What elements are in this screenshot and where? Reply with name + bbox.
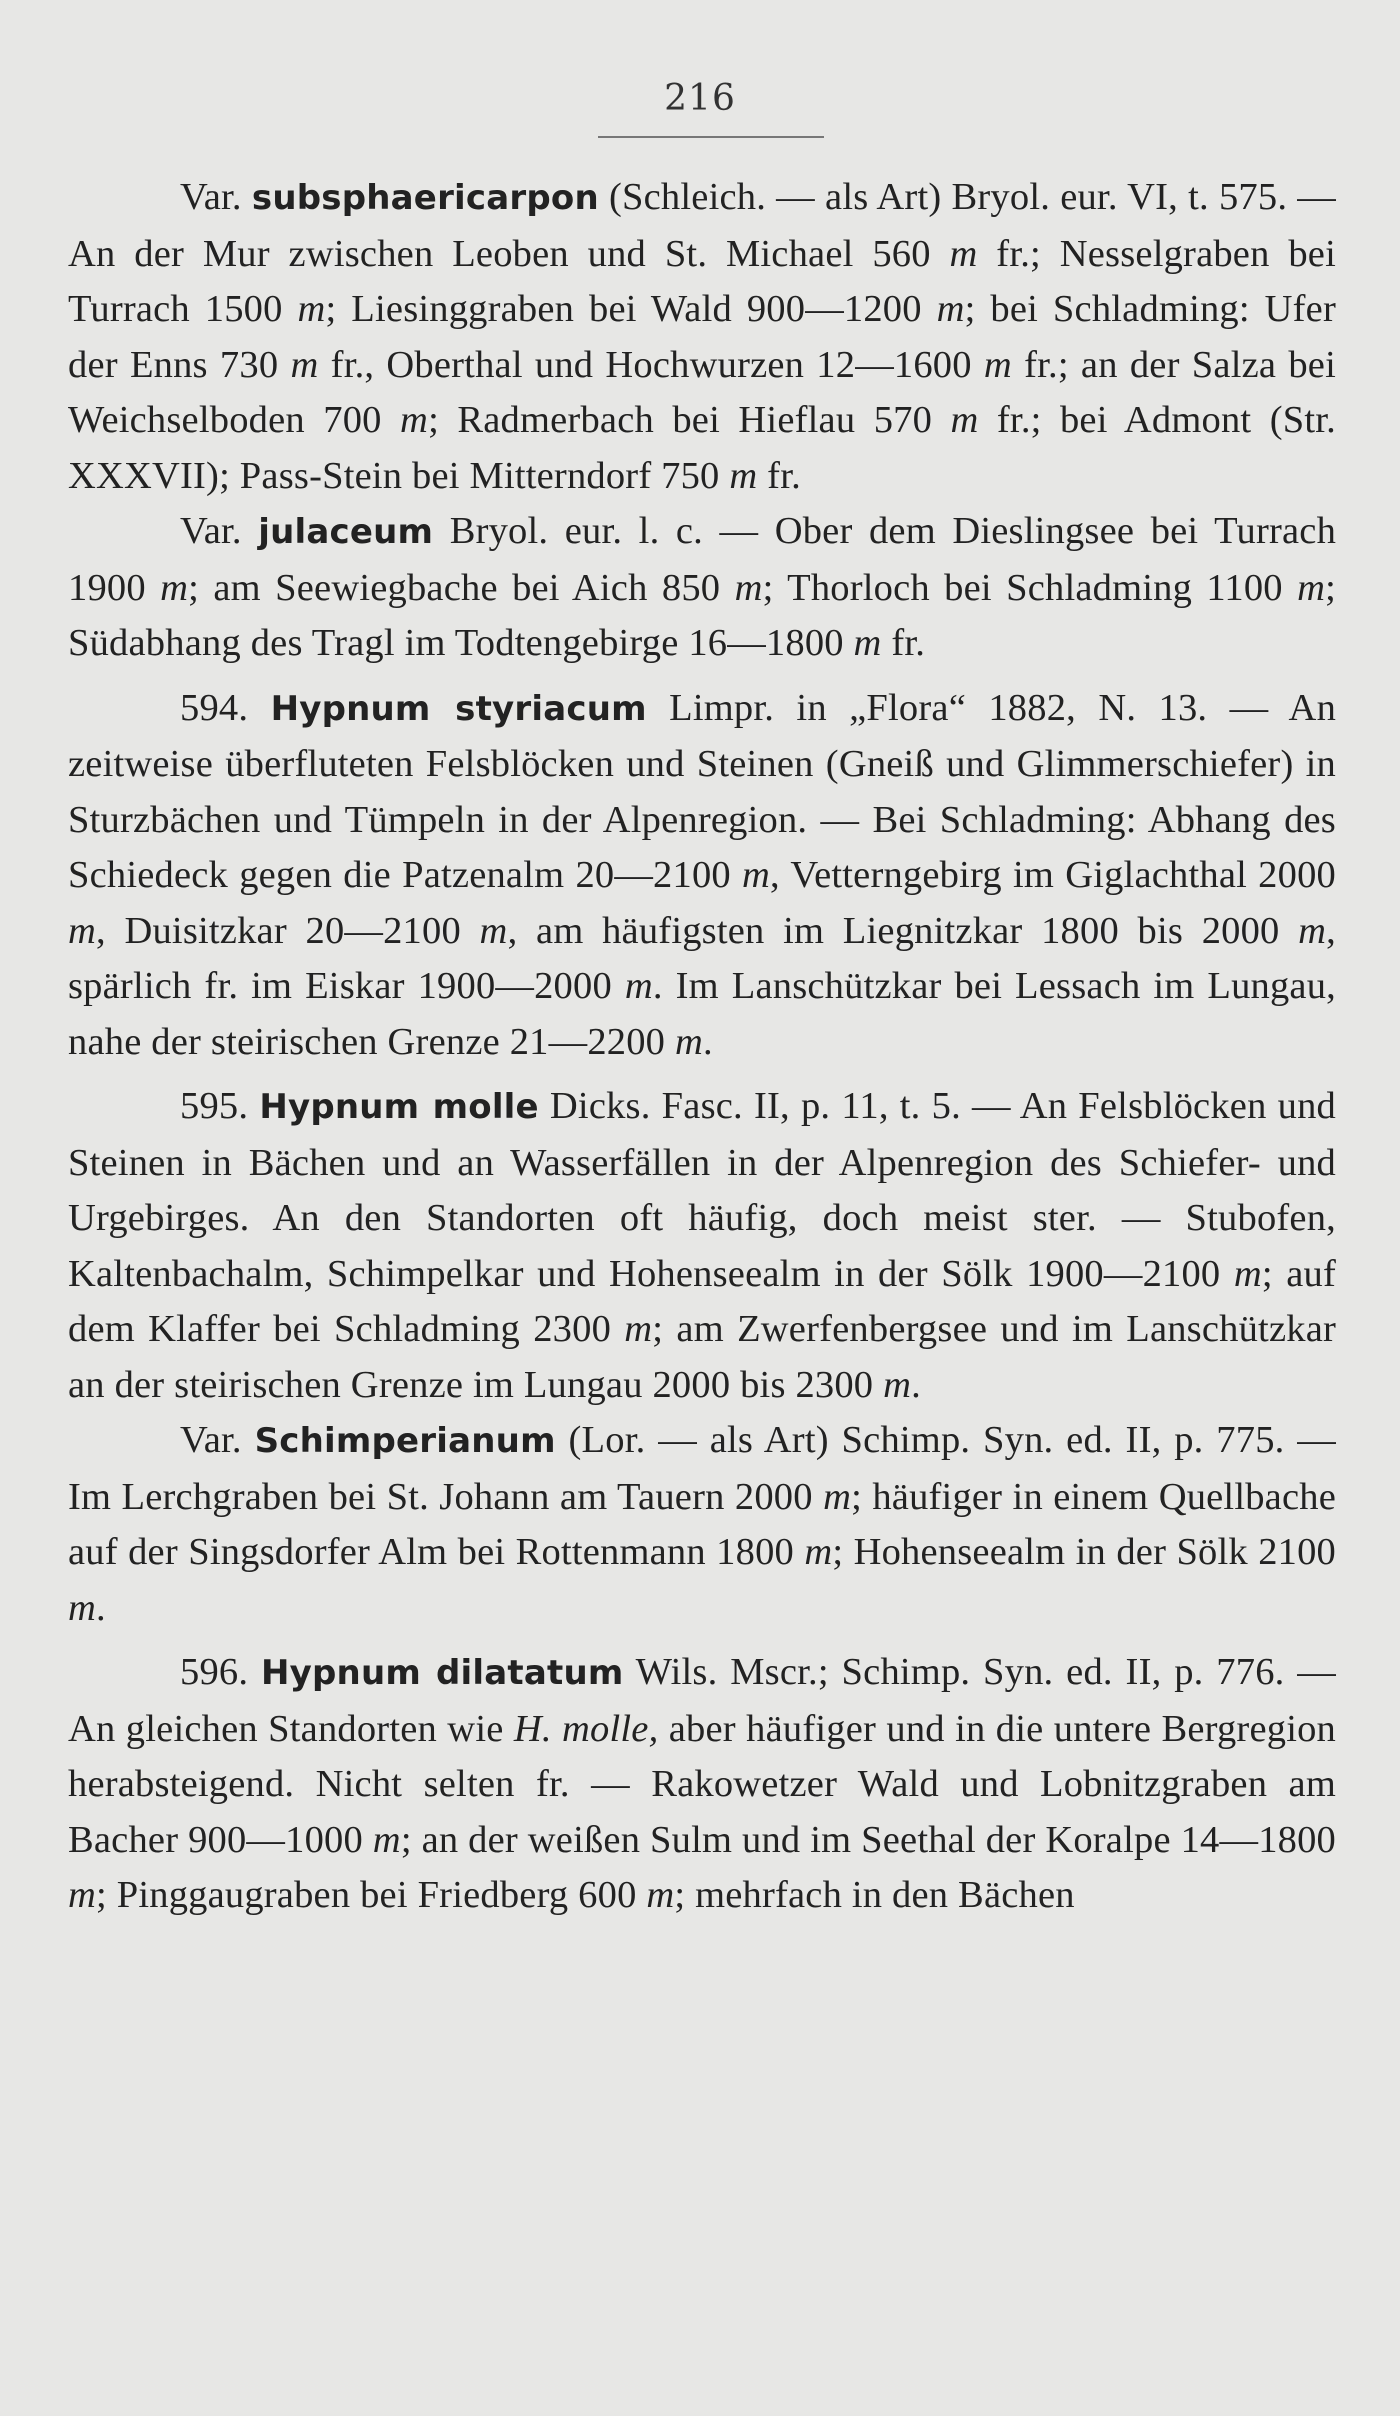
italic-text: m	[68, 1874, 97, 1916]
body-text: (Schleich. — als Art) Bryol. eur. VI, t. 575. — An der Mur zwischen Leoben und St. Michael 560	[68, 176, 1336, 275]
italic-text: m	[290, 343, 319, 386]
italic-text: m	[823, 1475, 852, 1518]
body-text: .	[96, 1586, 106, 1629]
italic-text: m	[936, 288, 965, 330]
paragraph	[68, 504, 1336, 672]
paragraph	[68, 1645, 1336, 1924]
taxon-name: subsphaericarpon	[251, 178, 599, 218]
body-text: ; Thorloch bei Schladming 1100	[762, 566, 1298, 609]
italic-text: m	[983, 343, 1012, 386]
entry-lead: 596.	[180, 1651, 249, 1693]
body-text: fr.; Nesselgraben bei Turrach 1500	[68, 232, 1336, 330]
italic-text: m	[68, 909, 97, 952]
body-text: ; Radmerbach bei Hieflau 570	[428, 399, 951, 441]
body-text: aber häufiger und in die untere Bergregion herabsteigend. Nicht selten fr. — Rakowetzer Wald und Lobnitzgraben am Bacher 900—1000	[68, 1707, 1336, 1861]
paragraph	[68, 1413, 1336, 1636]
body-text: ; mehrfach in den Bächen	[674, 1874, 1075, 1916]
page-text	[68, 170, 1336, 1924]
entry-lead: 595.	[180, 1085, 249, 1127]
entry-lead: Var.	[180, 510, 242, 552]
italic-text: m	[68, 1586, 97, 1629]
body-text: Bryol. eur. l. c. — Ober dem Dieslingsee bei Turrach 1900	[68, 510, 1337, 609]
italic-text: m	[1298, 909, 1327, 952]
body-text: ; häufiger in einem Quellbache auf der Singsdorfer Alm bei Rottenmann 1800	[68, 1475, 1336, 1573]
italic-text: m	[674, 1020, 703, 1063]
body-text: (Lor. — als Art) Schimp. Syn. ed. II, p. 775. — Im Lerchgraben bei St. Johann am Tauern 2000	[68, 1419, 1336, 1518]
italic-text: H. molle,	[513, 1707, 659, 1750]
paragraph	[68, 681, 1336, 1071]
taxon-name: Hypnum styriacum	[270, 688, 647, 729]
italic-text: m	[883, 1363, 912, 1406]
body-text: . Im Lanschützkar bei Lessach im Lungau, nahe der steirischen Grenze 21—2200	[68, 965, 1336, 1063]
body-text: fr.; bei Admont (Str. XXXVII); Pass-Stein bei Mitterndorf 750	[68, 399, 1336, 497]
body-text: ; Pinggaugraben bei Friedberg 600	[96, 1874, 647, 1916]
body-text: fr.; an der Salza bei Weichselboden 700	[68, 343, 1336, 441]
body-text: fr.	[757, 454, 801, 497]
italic-text: m	[624, 1308, 653, 1350]
body-text: , Duisitzkar 20—2100	[96, 909, 480, 952]
italic-text: m	[1297, 566, 1326, 609]
taxon-name: julaceum	[258, 512, 434, 552]
italic-text: m	[646, 1874, 675, 1916]
body-text: .	[911, 1363, 921, 1406]
italic-text: m	[372, 1818, 401, 1861]
italic-text: m	[1233, 1252, 1262, 1295]
page-number: 216	[664, 78, 736, 119]
italic-text: m	[400, 399, 429, 441]
body-text: ; Liesinggraben bei Wald 900—1200	[325, 288, 937, 330]
body-text: fr., Oberthal und Hochwurzen 12—1600	[318, 343, 984, 386]
taxon-name: Hypnum dilatatum	[261, 1653, 624, 1693]
italic-text: m	[853, 622, 882, 664]
entry-lead: Var.	[180, 1419, 242, 1461]
body-text: .	[702, 1020, 713, 1063]
body-text: ; am Seewiegbache bei Aich 850	[188, 566, 735, 609]
italic-text: m	[742, 854, 771, 896]
body-text: , am häufigsten im Liegnitzkar 1800 bis 2000	[507, 909, 1299, 952]
taxon-name: Schimperianum	[254, 1421, 556, 1461]
paragraph	[68, 170, 1336, 504]
body-text: Wils. Mscr.; Schimp. Syn. ed. II, p. 776. — An gleichen Standorten wie	[68, 1651, 1336, 1750]
taxon-name: Hypnum molle	[259, 1087, 539, 1127]
body-text: , Vetterngebirg im Giglachthal 2000	[770, 854, 1336, 896]
italic-text: m	[160, 566, 189, 609]
body-text: fr.	[881, 622, 926, 664]
header-rule	[598, 136, 824, 138]
italic-text: m	[949, 232, 978, 275]
italic-text: m	[950, 399, 979, 441]
italic-text: m	[729, 454, 758, 497]
italic-text: m	[297, 288, 326, 330]
body-text: , spärlich fr. im Eiskar 1900—2000	[68, 909, 1336, 1007]
body-text: ; am Zwerfenbergsee und im Lanschützkar an der steirischen Grenze im Lungau 2000 bis 2300	[68, 1308, 1337, 1406]
body-text: ; Südabhang des Tragl im Todtengebirge 16—1800	[68, 566, 1337, 664]
body-text: ; auf dem Klaffer bei Schladming 2300	[68, 1252, 1336, 1350]
body-text: ; an der weißen Sulm und im Seethal der Koralpe 14—1800	[400, 1818, 1336, 1861]
italic-text: m	[479, 909, 508, 952]
body-text: ; Hohenseealm in der Sölk 2100	[832, 1531, 1337, 1573]
italic-text: m	[804, 1531, 833, 1573]
body-text: Limpr. in „Flora“ 1882, N. 13. — An zeitweise überfluteten Felsblöcken und Steinen (Gneiß und Glimmerschiefer) in Sturzbächen und Tümpeln in der Alpenregion. — Bei Schladming: Abhang des Schiedeck gegen die Patzenalm 20—2100	[68, 686, 1337, 896]
body-text: Dicks. Fasc. II, p. 11, t. 5. — An Felsblöcken und Steinen in Bächen und an Wasserfällen in der Alpenregion des Schiefer- und Urgebirges. An den Standorten oft häufig, doch meist ster. — Stubofen, Kaltenbachalm, Schimpelkar und Hohenseealm in der Sölk 1900—2100	[68, 1085, 1336, 1295]
italic-text: m	[734, 566, 763, 609]
entry-lead: 594.	[180, 686, 249, 729]
entry-lead: Var.	[180, 176, 242, 218]
paragraph	[68, 1079, 1336, 1413]
italic-text: m	[624, 965, 653, 1007]
body-text: ; bei Schladming: Ufer der Enns 730	[68, 288, 1336, 386]
